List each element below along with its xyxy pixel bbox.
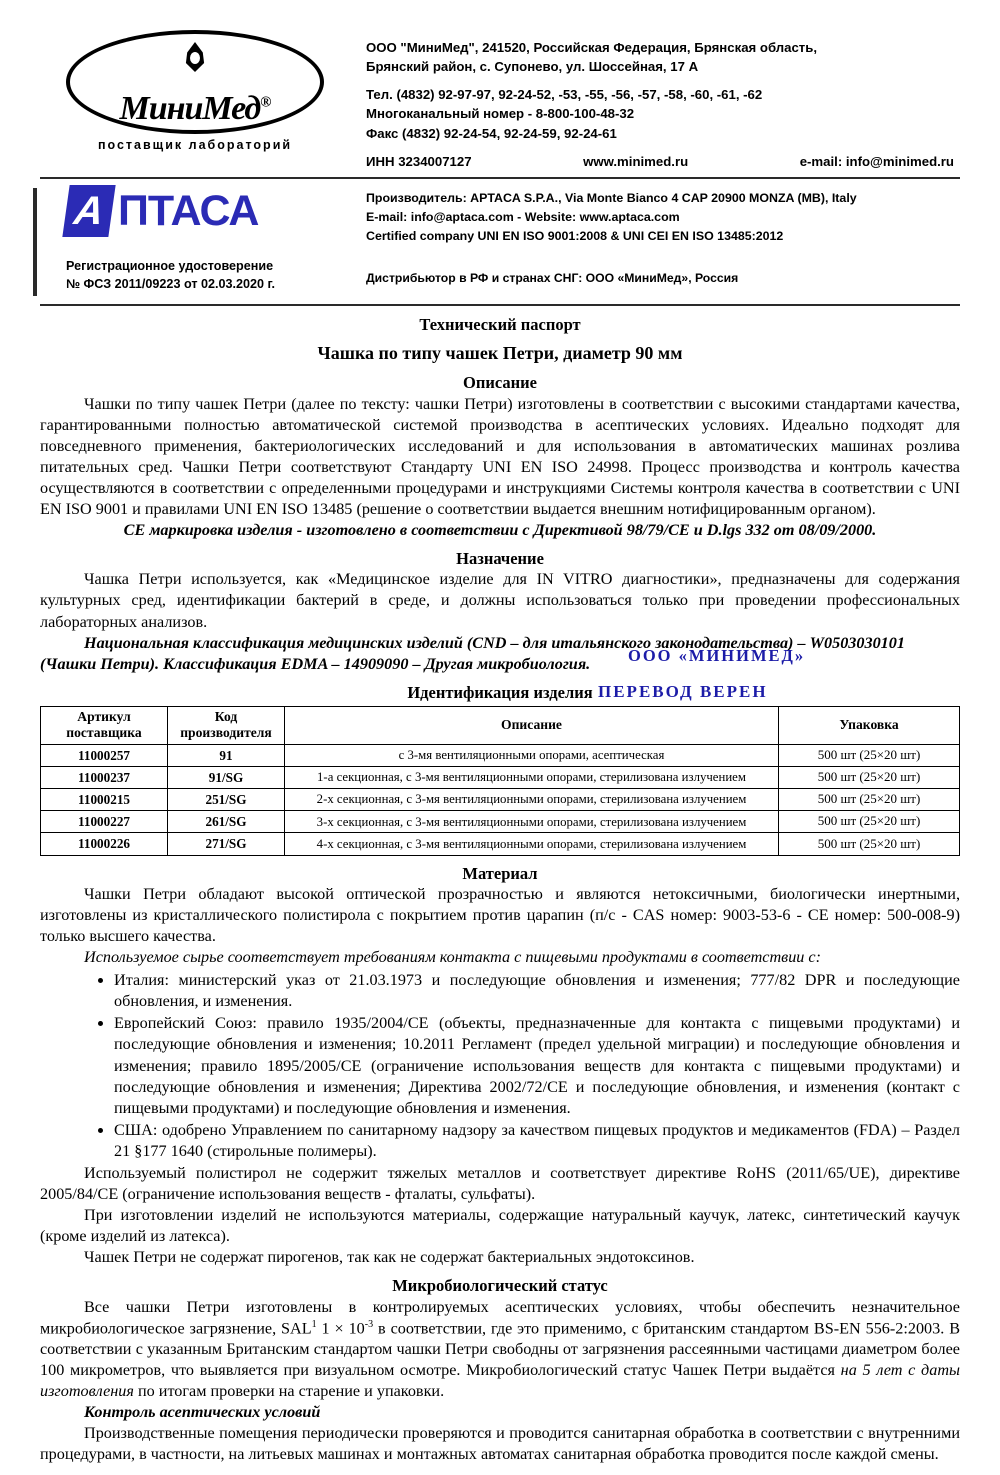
registration-certificate [40,257,350,295]
ce-marking-note: CE маркировка изделия - изготовлено в соответствии с Директивой 98/79/CE и D.lgs 332 от 08/09/2000. [123,520,877,539]
cell-packaging: 500 шт (25×20 шт) [779,833,960,855]
micro-text-b: 1 × 10 [316,1319,365,1338]
micro-validity-period: на 5 лет с даты изготовления [40,1361,960,1401]
column-header-article: Артикул поставщика [41,707,168,745]
registration-certificate-number: № ФСЗ 2011/09223 от 02.03.2020 г. [66,277,276,292]
cell-article: 11000237 [41,766,168,788]
cell-description: с 3-мя вентиляционными опорами, асептическая [285,744,779,766]
product-identification-table [40,706,960,855]
document-title: Технический паспорт [419,315,581,335]
classification-line-2: (Чашки Петри). Классификация EDMA – 14909090 – Другая микробиология. [40,654,591,673]
list-item: • Европейский Союз: правило 1935/2004/CE (объекты, предназначенные для контакта с пищевыми продуктами) и последующие обновления и изменения; 10.2011 Регламент (предел удельной миграции) и последующие обновления и изменения; правило 1895/2005/CE (ограничение использования веществ для контакта с пищевыми продуктами) и последующие обновления и изменения; Директива 2002/72/CE и последующие обновления, и изменения (контакт с пищевыми продуктами) и последующие обновления и изменения. [114,1013,960,1118]
cell-article: 11000257 [41,744,168,766]
micro-text-d: по итогам проверки на старение и упаковки. [133,1382,445,1401]
manufacturer-contacts: E-mail: info@aptaca.com - Website: www.aptaca.com [366,210,680,225]
material-compliance-list [40,970,960,1162]
section-heading-microbiological-status: Микробиологический статус [392,1276,608,1296]
company-multichannel-phone: Многоканальный номер - 8-800-100-48-32 [366,106,635,122]
aptaca-logo-letter: A [62,185,115,237]
manufacturer-info [366,185,960,247]
material-paragraph-3: При изготовлении изделий не используются материалы, содержащие натуральный каучук, латекс, синтетический каучук (кроме изделий из латекса). [40,1205,960,1246]
header-left-accent-bar [33,188,37,296]
registration-certificate-label: Регистрационное удостоверение [66,258,274,273]
micro-text-c: в соответствии, где это применимо, с британским стандартом BS-EN 556-2:2003. В соответствии с указанным Британским стандартом чашки Петри свободны от загрязнения рассеянными частицами диаметром более 100 микрометров, что выявляется при визуальном осмотре. Микробиологический статус Чашек Петри выдаётся [40,1319,960,1380]
cell-description: 2-х секционная, с 3-мя вентиляционными опорами, стерилизована излучением [285,789,779,811]
cell-code: 91/SG [168,766,285,788]
table-row [41,766,960,788]
flame-inner-icon [190,52,200,64]
document-subtitle: Чашка по типу чашек Петри, диаметр 90 мм [317,342,683,363]
cell-description: 1-а секционная, с 3-мя вентиляционными опорами, стерилизована излучением [285,766,779,788]
material-paragraph-4: Чашек Петри не содержат пирогенов, так как не содержат бактериальных эндотоксинов. [84,1248,695,1267]
registered-mark: ® [260,94,271,111]
minimed-logo-wordmark [70,92,320,126]
table-row [41,789,960,811]
micro-text-a: Все чашки Петри изготовлены в контролируемых асептических условиях, чтобы обеспечить незначительное микробиологическое загрязнение, SAL [40,1297,960,1338]
cell-code: 261/SG [168,811,285,833]
letterhead-header [40,26,960,171]
column-header-packaging: Упаковка [779,707,960,745]
aptaca-logo [40,185,350,237]
aptaca-logo-text: ПТАСА [118,186,259,235]
cell-packaging: 500 шт (25×20 шт) [779,744,960,766]
company-fax: Факс (4832) 92-24-54, 92-24-59, 92-24-61 [366,125,617,141]
manufacturer-certification: Certified company UNI EN ISO 9001:2008 & UNI CEI EN ISO 13485:2012 [366,229,784,244]
stamp-translation-certified: ПЕРЕВОД ВЕРЕН [598,682,768,701]
cell-article: 11000226 [41,833,168,855]
material-raw-material-note: Используемое сырье соответствует требованиям контакта с пищевыми продуктами в соответствии с: [84,948,822,967]
classification-line-1: Национальная классификация медицинских изделий (CND – для итальянского законодательства) – W0503030101 [84,633,905,652]
cell-packaging: 500 шт (25×20 шт) [779,789,960,811]
table-row [41,833,960,855]
minimed-logo-oval [66,30,324,134]
minimed-logo-tagline: поставщик лабораторий [97,138,293,152]
material-paragraph-2: Используемый полистирол не содержит тяжелых металлов и соответствует директиве RoHS (2011/65/UE), директиве 2005/84/CE (ограничение использования веществ - фталаты, сульфаты). [40,1163,960,1203]
cell-description: 3-х секционная, с 3-мя вентиляционными опорами, стерилизована излучением [285,811,779,833]
cell-packaging: 500 шт (25×20 шт) [779,811,960,833]
micro-footnote-marker: 1 [311,1318,317,1330]
column-header-description: Описание [285,707,779,745]
company-ids-row [366,152,960,171]
header-divider-2 [40,304,960,306]
list-item: • Италия: министерский указ от 21.03.1973 и последующие обновления и изменения; 777/82 DPR и последующие обновления, и изменения. [114,970,960,1012]
material-paragraph-1: Чашки Петри обладают высокой оптической прозрачностью и являются нетоксичными, биологически инертными, изготовлены из кристаллического полистирола с покрытием против царапин (п/с - CAS номер: 9003-53-6 - CE номер: 500-008-9) только высшего качества. [40,885,960,946]
manufacturer-address: Производитель: APTACA S.P.A., Via Monte Bianco 4 CAP 20900 MONZA (MB), Italy [366,190,857,205]
minimed-logo [40,26,350,152]
section-heading-purpose: Назначение [456,548,544,568]
section-heading-aseptic-control: Контроль асептических условий [84,1403,321,1422]
company-address-line-2: Брянский район, с. Супонево, ул. Шоссейная, 17 А [366,59,699,75]
purpose-paragraph: Чашка Петри используется, как «Медицинское изделие для IN VITRO диагностики», предназначены для содержания культурных сред, идентификации бактерий в среде, и должны использоваться только при проведении профессиональных лабораторных анализов. [40,570,960,631]
minimed-logo-text: МиниМед [119,90,261,127]
table-row [41,744,960,766]
company-email[interactable]: e-mail: info@minimed.ru [799,153,954,169]
registration-row [40,257,960,295]
stamp-organization: ООО «МИНИМЕД» [628,646,806,665]
micro-exponent: -3 [364,1318,374,1330]
table-header-row [41,707,960,745]
aptaca-band [40,185,960,247]
company-phone: Тел. (4832) 92-97-97, 92-24-52, -53, -55, -56, -57, -58, -60, -61, -62 [366,87,763,103]
company-website[interactable]: www.minimed.ru [583,153,689,169]
document-body [40,314,960,1465]
company-address-line-1: ООО "МиниМед", 241520, Российская Федерация, Брянская область, [366,40,818,55]
column-header-code: Код производителя [168,707,285,745]
header-divider-1 [40,177,960,179]
cell-code: 251/SG [168,789,285,811]
section-heading-material: Материал [462,863,538,883]
company-contacts [366,26,960,171]
cell-article: 11000215 [41,789,168,811]
microbiological-paragraph [40,1297,960,1403]
list-item: • США: одобрено Управлением по санитарному надзору за качеством пищевых продуктов и медикаментов (FDA) – Раздел 21 §177 1640 (стирольные полимеры). [114,1120,960,1162]
table-row [41,811,960,833]
distributor-info: Дистрибьютор в РФ и странах СНГ: ООО «МиниМед», Россия [366,270,739,285]
cell-code: 91 [168,744,285,766]
description-paragraph: Чашки по типу чашек Петри (далее по тексту: чашки Петри) изготовлены в соответствии с высокими стандартами качества, гарантированными полностью автоматической системой производства в асептических условиях. Идеально подходят для повседневного применения, бактериологических исследований и для использования в автоматических машинах розлива питательных сред. Чашки Петри соответствуют Стандарту UNI EN ISO 24998. Процесс производства и контроль качества осуществляются в соответствии с определенными процедурами и инструкциями Системы контроля качества в соответствии с UNI EN ISO 9001 и правилами UNI EN ISO 13485 (решение о соответствии выдается внешним нотифицированным органом). [40,394,960,518]
section-heading-description: Описание [463,373,537,393]
section-heading-identification: Идентификация изделия [407,682,593,702]
aseptic-control-paragraph: Производственные помещения периодически проверяются и проводится санитарная обработка в соответствии с внутренними процедурами, в частности, на литьевых машинах и монтажных автоматах санитарная обработка проводится после каждой смены. [40,1424,960,1464]
company-inn: ИНН 3234007127 [366,153,472,169]
cell-code: 271/SG [168,833,285,855]
cell-packaging: 500 шт (25×20 шт) [779,766,960,788]
cell-article: 11000227 [41,811,168,833]
cell-description: 4-х секционная, с 3-мя вентиляционными опорами, стерилизована излучением [285,833,779,855]
